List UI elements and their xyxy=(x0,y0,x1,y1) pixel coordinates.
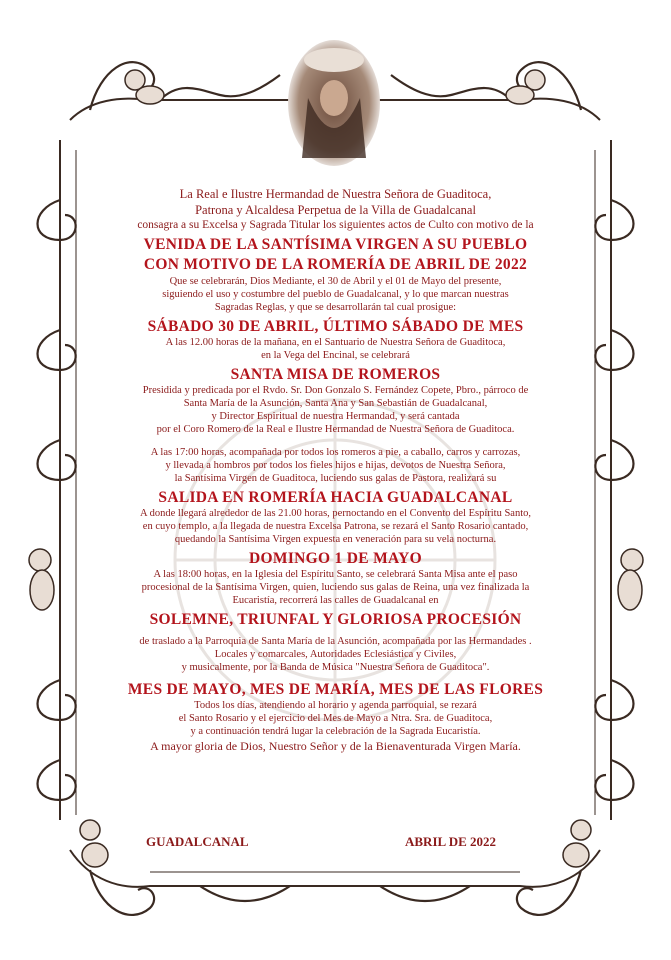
preamble-line-2: siguiendo el uso y costumbre del pueblo de Guadalcanal, y lo que marcan nuestras xyxy=(162,289,509,300)
intro-line-3: consagra a su Excelsa y Sagrada Titular los siguientes actos de Culto con motivo de la xyxy=(137,219,534,231)
heading-mayo: MES DE MAYO, MES DE MARÍA, MES DE LAS FLORES xyxy=(127,681,544,698)
heading-misa: SANTA MISA DE ROMEROS xyxy=(230,366,441,383)
salida-line-3: quedando la Santísima Virgen expuesta en veneración para su vela nocturna. xyxy=(174,534,497,545)
footer-date: ABRIL DE 2022 xyxy=(405,834,497,849)
misa-line-3: y Director Espiritual de nuestra Hermandad, y será cantada xyxy=(211,411,460,422)
sabado-line-1: A las 12.00 horas de la mañana, en el Santuario de Nuestra Señora de Guaditoca, xyxy=(165,337,506,348)
procesion-line-2: Locales y comarcales, Autoridades Eclesiástica y Civiles, xyxy=(214,649,457,660)
intro-line-2: Patrona y Alcaldesa Perpetua de la Villa de Guadalcanal xyxy=(195,203,476,217)
domingo-line-1: A las 18:00 horas, en la Iglesia del Espíritu Santo, se celebrará Santa Misa ante el paso xyxy=(153,569,518,580)
closing-line: A mayor gloria de Dios, Nuestro Señor y de la Bienaventurada Virgen María. xyxy=(150,739,521,753)
heading-domingo: DOMINGO 1 DE MAYO xyxy=(249,550,422,567)
main-title-line-2: CON MOTIVO DE LA ROMERÍA DE ABRIL DE 2022 xyxy=(143,256,528,273)
virgin-portrait-image xyxy=(286,38,382,168)
preamble-line-3: Sagradas Reglas, y que se desarrollarán tal cual prosigue: xyxy=(214,302,457,313)
footer-place: GUADALCANAL xyxy=(146,834,249,849)
domingo-line-3: Eucaristía, recorrerá las calles de Guadalcanal en xyxy=(232,595,439,606)
mayo-line-3: y a continuación tendrá lugar la celebración de la Sagrada Eucaristía. xyxy=(190,726,481,737)
procesion-line-1: de traslado a la Parroquia de Santa María de la Asunción, acompañada por las Hermandades . xyxy=(139,636,532,647)
afternoon-line-3: la Santísima Virgen de Guaditoca, luciendo sus galas de Pastora, realizará su xyxy=(174,473,497,484)
heading-procesion: SOLEMNE, TRIUNFAL Y GLORIOSA PROCESIÓN xyxy=(149,611,522,628)
mayo-line-2: el Santo Rosario y el ejercicio del Mes de Mayo a Ntra. Sra. de Guaditoca, xyxy=(178,713,493,724)
intro-line-1: La Real e Ilustre Hermandad de Nuestra Señora de Guaditoca, xyxy=(179,187,492,201)
mayo-line-1: Todos los días, atendiendo al horario y agenda parroquial, se rezará xyxy=(194,700,477,711)
salida-line-1: A donde llegará alrededor de las 21.00 horas, pernoctando en el Convento del Espíritu Santo, xyxy=(139,508,532,519)
afternoon-line-2: y llevada a hombros por todos los fieles hijos e hijas, devotos de Nuestra Señora, xyxy=(165,460,506,471)
programme-text xyxy=(60,186,611,754)
sabado-line-2: en la Vega del Encinal, se celebrará xyxy=(261,350,410,361)
domingo-line-2: procesional de la Santísima Virgen, quien, luciendo sus galas de Reina, una vez finalizada la xyxy=(141,582,530,593)
misa-line-1: Presidida y predicada por el Rvdo. Sr. Don Gonzalo S. Fernández Copete, Pbro., párroco de xyxy=(142,385,529,396)
afternoon-line-1: A las 17:00 horas, acompañada por todos los romeros a pie, a caballo, carros y carrozas, xyxy=(150,447,521,458)
heading-sabado: SÁBADO 30 DE ABRIL, ÚLTIMO SÁBADO DE MES xyxy=(147,318,524,335)
procesion-line-3: y musicalmente, por la Banda de Música "Nuestra Señora de Guaditoca". xyxy=(181,662,490,673)
main-title-line-1: VENIDA DE LA SANTÍSIMA VIRGEN A SU PUEBLO xyxy=(143,236,528,253)
misa-line-4: por el Coro Romero de la Real e Ilustre Hermandad de Nuestra Señora de Guaditoca. xyxy=(156,424,515,435)
misa-line-2: Santa María de la Asunción, Santa Ana y San Sebastián de Guadalcanal, xyxy=(183,398,488,409)
salida-line-2: en cuyo templo, a la llegada de nuestra Excelsa Patrona, se rezará el Santo Rosario cantado, xyxy=(142,521,529,532)
heading-salida: SALIDA EN ROMERÍA HACIA GUADALCANAL xyxy=(158,489,513,506)
preamble-line-1: Que se celebrarán, Dios Mediante, el 30 de Abril y el 01 de Mayo del presente, xyxy=(169,276,502,287)
